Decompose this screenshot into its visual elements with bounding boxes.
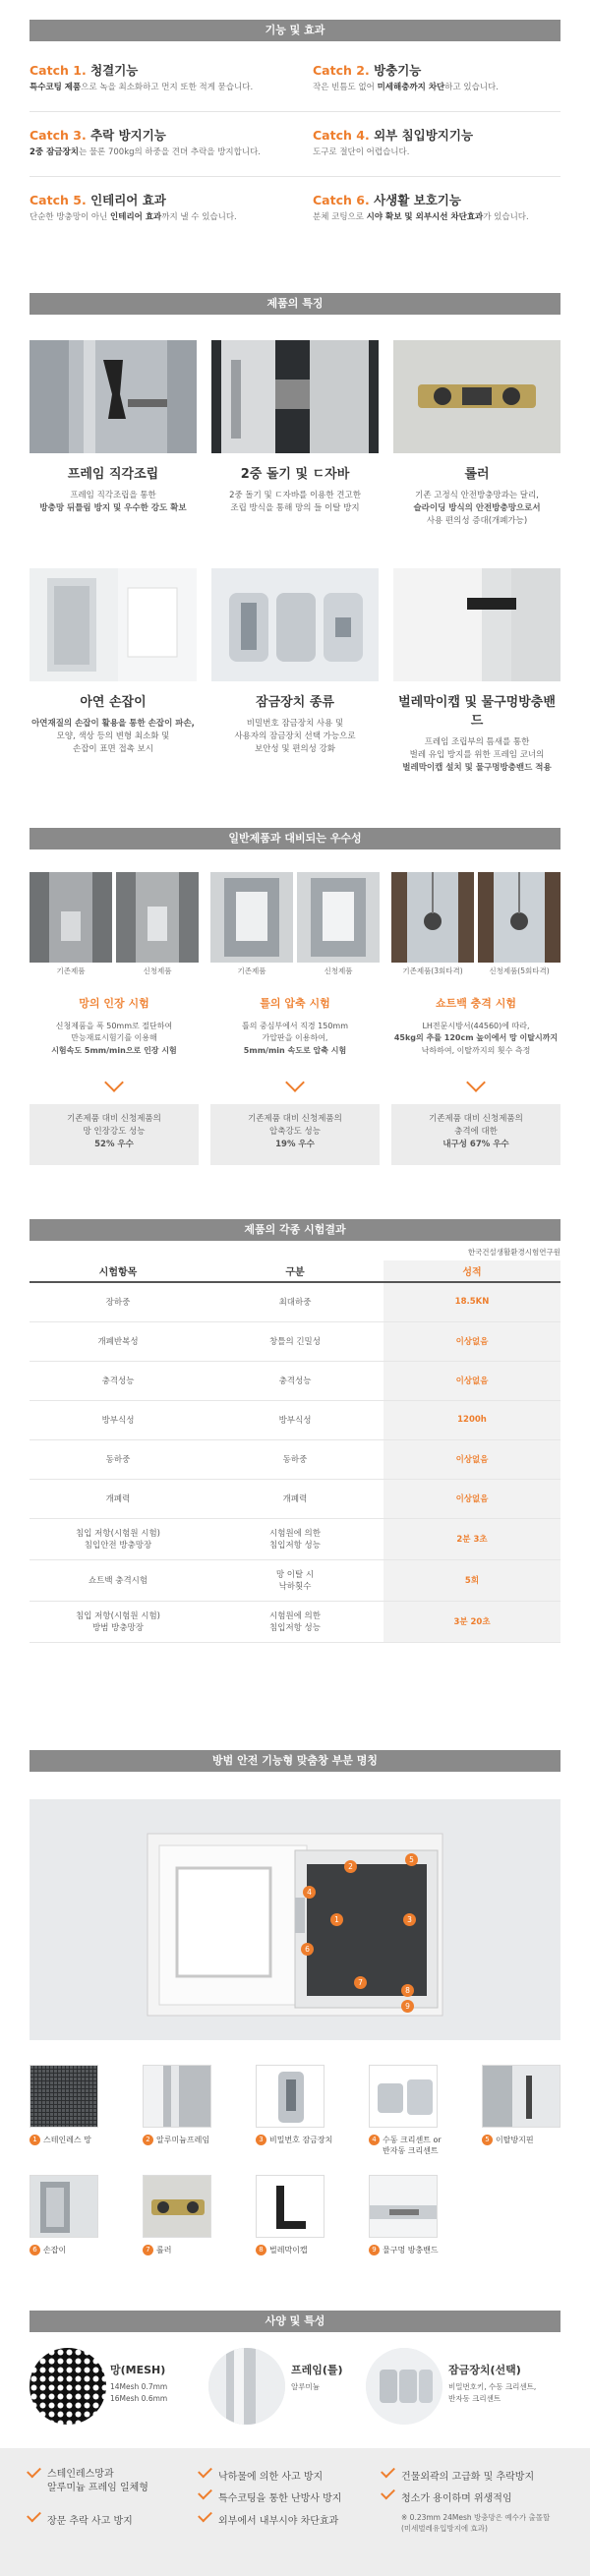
- table-row: [30, 1559, 560, 1601]
- existing-shock-photo: [391, 872, 474, 963]
- table-row: [30, 1361, 560, 1400]
- result-line-2: 압축강도 성능: [269, 1127, 321, 1138]
- part-label-4: [369, 2135, 442, 2156]
- spec-line-2: 16Mesh 0.6mm: [110, 2394, 168, 2403]
- catch-name: 사생활 보호기능: [374, 193, 461, 207]
- catch-label: Catch 3.: [30, 128, 87, 143]
- test-desc-2: 만능재료시험기를 이용해: [71, 1033, 157, 1043]
- feature-frame-assembly: [30, 463, 197, 515]
- cell-score: 5회: [384, 1559, 560, 1601]
- callout-6: 6: [301, 1943, 314, 1956]
- feature-double-protrusion: [211, 463, 379, 515]
- number-badge: 2: [143, 2135, 153, 2145]
- cell-item: 동하중: [30, 1439, 206, 1479]
- feature-title: 벌레막이캡 및 물구멍방충밴드: [398, 695, 556, 729]
- part-label-text: 벌레막이캡: [269, 2246, 308, 2254]
- check-text: 청소가 용이하며 위생적임: [401, 2493, 512, 2504]
- section-title-specs: 사양 및 특성: [30, 2311, 560, 2332]
- part-photo-band: [369, 2175, 438, 2238]
- test-desc: [30, 1021, 199, 1057]
- check-item: [47, 2512, 133, 2527]
- result-line-2: 망 인장강도 성능: [83, 1127, 146, 1138]
- feature-desc-1: 2중 돌기 및 ㄷ자바를 이용한 견고한: [229, 491, 361, 500]
- test-desc: [391, 1021, 560, 1057]
- table-row: [30, 1400, 560, 1439]
- table-row: [30, 1282, 560, 1321]
- section-title-test-results: 제품의 각종 시험결과: [30, 1219, 560, 1241]
- part-photo-pin: [482, 2065, 560, 2128]
- compare-label: 신청제품: [143, 966, 172, 975]
- spec-frame-image: [208, 2348, 285, 2425]
- test-desc-3: 시험속도 5mm/min으로 인장 시험: [51, 1045, 177, 1055]
- feature-title: 잠금장치 종류: [256, 695, 334, 710]
- catch-desc-bold: 2중 잠금장치: [30, 147, 79, 157]
- feature-desc-3: 보안성 및 편의성 강화: [254, 744, 335, 755]
- part-photo-crescent: [369, 2065, 438, 2128]
- spec-line-1: 알루미늄: [291, 2382, 320, 2391]
- cell-item: 개폐력: [30, 1479, 206, 1518]
- feature-desc-1: 프레임 직각조립을 통한: [70, 491, 156, 500]
- cell-score: 2분 3초: [384, 1518, 560, 1559]
- part-label-text: 알루미늄프레임: [156, 2136, 210, 2144]
- part-label-3: [256, 2135, 332, 2145]
- cell-item: 침입 저항(시험원 시험) 방범 방충망장: [30, 1601, 206, 1642]
- existing-frame-photo: [210, 872, 293, 963]
- result-line-3: 52% 우수: [94, 1140, 134, 1150]
- callout-5: 5: [405, 1853, 418, 1866]
- cell-category: 방부식성: [206, 1400, 384, 1439]
- catch-item-6: [313, 191, 568, 224]
- part-label-6: [30, 2245, 66, 2255]
- part-label-text-2: 반자동 크리센트: [383, 2146, 439, 2155]
- catch-item-5: [30, 191, 285, 224]
- catch-desc: 가 있습니다.: [483, 212, 529, 222]
- catch-desc: 하고 있습니다.: [444, 83, 499, 92]
- feature-roller: [393, 463, 560, 529]
- cell-item: 장하중: [30, 1282, 206, 1321]
- number-badge: 3: [256, 2135, 266, 2145]
- number-badge: 1: [30, 2135, 40, 2145]
- feature-title: 프레임 직각조립: [67, 467, 159, 482]
- part-label-7: [143, 2245, 171, 2255]
- cell-score: 이상없음: [384, 1439, 560, 1479]
- part-photo-handle: [30, 2175, 98, 2238]
- part-label-text: 수동 크리센트 or: [383, 2136, 442, 2144]
- footnote-line-2: (미세벌레유입방지에 효과): [401, 2524, 488, 2534]
- callout-1: 1: [330, 1913, 343, 1926]
- roller-photo: [393, 340, 560, 453]
- result-line-1: 기존제품 대비 신청제품의: [429, 1114, 523, 1124]
- check-item: [218, 2468, 323, 2483]
- check-text: 낙하물에 의한 사고 방지: [218, 2472, 324, 2483]
- test-title: 쇼트백 충격 시험: [435, 997, 517, 1010]
- check-item: [218, 2512, 338, 2527]
- cell-category: 시험원에 의한 침입저항 성능: [206, 1601, 384, 1642]
- test-desc-1: LH전문시방서(44560)에 따라,: [422, 1022, 530, 1030]
- cell-category: 개폐력: [206, 1479, 384, 1518]
- table-header: 성적: [384, 1260, 560, 1282]
- cell-score: 3분 20초: [384, 1601, 560, 1642]
- applied-frame-photo: [297, 872, 380, 963]
- compare-label: 신청제품(5회타격): [489, 966, 550, 975]
- part-photo-frame: [143, 2065, 211, 2128]
- check-text: 장문 추락 사고 방지: [47, 2516, 133, 2527]
- table-header: 시험항목: [30, 1260, 206, 1282]
- chevron-down-icon: [104, 1073, 124, 1092]
- window-diagram: [30, 1799, 560, 2040]
- test-result-box: [210, 1104, 380, 1165]
- test-desc-2: 가압판을 이용하여,: [262, 1033, 328, 1043]
- spec-mesh-image: [30, 2348, 106, 2425]
- part-photo-password-lock: [256, 2065, 324, 2128]
- table-row: [30, 1479, 560, 1518]
- catch-desc-bold: 시야 확보 및 외부시선 차단효과: [366, 212, 484, 222]
- part-label-text: 물구멍 방충밴드: [383, 2246, 439, 2254]
- catch-desc: 까지 낼 수 있습니다.: [161, 212, 237, 222]
- part-label-text: 스테인레스 망: [43, 2136, 91, 2144]
- spec-lock: [448, 2362, 536, 2405]
- cell-score: 이상없음: [384, 1321, 560, 1361]
- test-desc-3: 5mm/min 속도로 압축 시험: [243, 1045, 347, 1055]
- feature-desc-1: 기존 고정식 안전방충망과는 달리,: [415, 491, 539, 500]
- check-item: [401, 2468, 534, 2483]
- spec-line-1: 비밀번호키, 수동 크리센트,: [448, 2382, 537, 2391]
- callout-8: 8: [401, 1984, 414, 1997]
- catch-item-2: [313, 61, 568, 94]
- test-desc-2: 45kg의 추를 120cm 높이에서 망 이탈시까지: [393, 1033, 559, 1043]
- catch-desc-pre: 작은 빈틈도 없어: [313, 83, 378, 92]
- feature-desc-2: 모양, 색상 등의 변형 최소화 및: [56, 732, 170, 742]
- part-label-2: [143, 2135, 209, 2145]
- cell-score: 1200h: [384, 1400, 560, 1439]
- result-line-3: 19% 우수: [275, 1140, 315, 1150]
- table-row: [30, 1439, 560, 1479]
- frame-assembly-photo: [30, 340, 197, 453]
- part-label-text: 이탈방지핀: [496, 2136, 534, 2144]
- callout-2: 2: [344, 1860, 357, 1873]
- test-title: 망의 인장 시험: [79, 997, 149, 1010]
- cell-category: 충격성능: [206, 1361, 384, 1400]
- compare-label: 기존제품(3회타격): [402, 966, 463, 975]
- catch-label: Catch 5.: [30, 193, 87, 207]
- feature-desc-3: 사용 편의성 증대(개폐가능): [426, 516, 528, 527]
- applied-shock-photo: [478, 872, 560, 963]
- catch-name: 추락 방지기능: [90, 128, 166, 143]
- result-line-2: 충격에 대한: [454, 1127, 498, 1138]
- callout-7: 7: [354, 1976, 367, 1989]
- catch-name: 인테리어 효과: [90, 193, 166, 207]
- feature-desc-1: 비밀번호 잠금장치 사용 및: [246, 719, 344, 729]
- part-photo-roller: [143, 2175, 211, 2238]
- spec-title: 잠금장치(선택): [448, 2364, 521, 2376]
- catch-desc-pre: 단순한 방충망이 아닌: [30, 212, 111, 222]
- result-line-1: 기존제품 대비 신청제품의: [67, 1114, 161, 1124]
- check-item: [47, 2468, 148, 2495]
- spec-title: 망(MESH): [110, 2364, 166, 2376]
- catch-desc-pre: 분체 코팅으로: [313, 212, 367, 222]
- cell-item: 개폐반복성: [30, 1321, 206, 1361]
- catch-name: 방충기능: [374, 63, 422, 78]
- cell-score: 이상없음: [384, 1479, 560, 1518]
- check-text: 건물외곽의 고급화 및 추락방지: [401, 2472, 535, 2483]
- cell-item: 충격성능: [30, 1361, 206, 1400]
- catch-item-1: [30, 61, 285, 94]
- check-text: 특수코팅을 통한 난방사 방지: [218, 2493, 342, 2504]
- catch-desc: 으로 녹을 최소화하고 먼지 또한 적게 묻습니다.: [81, 83, 254, 92]
- part-label-text: 롤러: [156, 2246, 172, 2254]
- callout-9: 9: [401, 2000, 414, 2013]
- part-label-1: [30, 2135, 91, 2145]
- compare-label: 신청제품: [324, 966, 353, 975]
- spec-title: 프레임(틀): [291, 2364, 343, 2376]
- bug-cap-photo: [393, 568, 560, 681]
- part-label-9: [369, 2245, 439, 2255]
- cell-score: 18.5KN: [384, 1282, 560, 1321]
- catch-label: Catch 6.: [313, 193, 370, 207]
- catch-desc-bold: 인테리어 효과: [110, 212, 162, 222]
- cell-item: 방부식성: [30, 1400, 206, 1439]
- spec-frame: [291, 2362, 343, 2393]
- catch-desc: 는 물론 700kg의 하중을 견뎌 추락을 방지합니다.: [78, 147, 261, 157]
- feature-desc-2: 사용자의 잠금장치 선택 가능으로: [234, 732, 356, 742]
- check-text-2: 알루미늄 프레임 일체형: [47, 2483, 148, 2493]
- cell-item: 쇼트백 충격시험: [30, 1559, 206, 1601]
- callout-4: 4: [303, 1886, 316, 1899]
- feature-desc-3: 벌레막이캡 설치 및 물구멍방충밴드 적용: [402, 763, 552, 774]
- table-row: [30, 1601, 560, 1642]
- feature-bug-cap: [393, 691, 560, 776]
- feature-desc-2: 방충망 뒤틀림 방지 및 우수한 강도 확보: [39, 503, 187, 514]
- table-row: [30, 1518, 560, 1559]
- section-title-part-names: 방범 안전 기능형 맞춤창 부분 명칭: [30, 1750, 560, 1772]
- catch-name: 외부 침입방지기능: [374, 128, 474, 143]
- number-badge: 6: [30, 2245, 40, 2255]
- test-source: 한국건설생활환경시험연구원: [467, 1248, 560, 1257]
- part-label-text: 손잡이: [43, 2246, 67, 2254]
- part-label-8: [256, 2245, 308, 2255]
- test-desc-1: 틀의 중심부에서 직경 150mm: [241, 1022, 349, 1030]
- check-text: 외부에서 내부시야 차단효과: [218, 2516, 339, 2527]
- cell-category: 시험원에 의한 침입저항 성능: [206, 1518, 384, 1559]
- feature-title: 롤러: [464, 467, 490, 482]
- catch-label: Catch 4.: [313, 128, 370, 143]
- number-badge: 8: [256, 2245, 266, 2255]
- feature-lock-types: [211, 691, 379, 757]
- footnote: [401, 2512, 550, 2535]
- cell-item: 침입 저항(시험원 시험) 침입안전 방충망장: [30, 1518, 206, 1559]
- feature-desc-2: 조립 방식을 통해 망의 들 이탈 방지: [230, 503, 360, 514]
- cell-category: 동하중: [206, 1439, 384, 1479]
- table-row: [30, 1321, 560, 1361]
- feature-desc-2: 슬라이딩 방식의 안전방충망으로서: [413, 503, 541, 514]
- table-header: 구분: [206, 1260, 384, 1282]
- test-result-box: [30, 1104, 199, 1165]
- test-result-box: [391, 1104, 560, 1165]
- spec-line-2: 반자동 크리센트: [448, 2394, 502, 2403]
- part-label-5: [482, 2135, 534, 2145]
- check-item: [401, 2489, 512, 2504]
- catch-name: 청결기능: [90, 63, 139, 78]
- section-title-superiority: 일반제품과 대비되는 우수성: [30, 828, 560, 849]
- catch-desc-bold: 미세해충까지 차단: [377, 83, 445, 92]
- footnote-line-1: ※ 0.23mm 24Mesh 방충망은 예수가 출몰할: [401, 2513, 551, 2522]
- double-protrusion-photo: [211, 340, 379, 453]
- callout-3: 3: [403, 1913, 416, 1926]
- catch-item-4: [313, 126, 568, 159]
- cell-category: 창틀의 긴밀성: [206, 1321, 384, 1361]
- result-line-3: 내구성 67% 우수: [442, 1140, 509, 1150]
- compare-label: 기존제품: [56, 966, 86, 975]
- cell-score: 이상없음: [384, 1361, 560, 1400]
- cell-category: 망 이탈 시 낙하횟수: [206, 1559, 384, 1601]
- feature-title: 2중 돌기 및 ㄷ자바: [240, 467, 350, 482]
- test-desc-3: 낙하하여, 이탈까지의 횟수 측정: [421, 1045, 531, 1055]
- spec-line-1: 14Mesh 0.7mm: [110, 2382, 168, 2391]
- part-photo-mesh: [30, 2065, 98, 2128]
- number-badge: 5: [482, 2135, 493, 2145]
- chevron-down-icon: [285, 1073, 305, 1092]
- applied-mesh-photo: [116, 872, 199, 963]
- catch-desc-pre: 도구로 절단이 어렵습니다.: [313, 147, 410, 157]
- chevron-down-icon: [466, 1073, 486, 1092]
- feature-desc-3: 손잡이 표면 접촉 보시: [72, 744, 153, 755]
- check-text: 스테인레스망과: [47, 2469, 114, 2480]
- test-desc-1: 신청제품을 폭 50mm로 절단하여: [55, 1022, 173, 1030]
- catch-label: Catch 1.: [30, 63, 87, 78]
- feature-title: 아연 손잡이: [80, 695, 147, 710]
- compare-label: 기존제품: [237, 966, 266, 975]
- feature-desc-2: 벌레 유입 방지를 위한 프레임 코너의: [409, 750, 545, 761]
- catch-desc-bold: 특수코팅 제품: [30, 83, 82, 92]
- test-title: 틀의 압축 시험: [260, 997, 330, 1010]
- zinc-handle-photo: [30, 568, 197, 681]
- feature-desc-1: 아연재질의 손잡이 활용을 통한 손잡이 파손,: [31, 719, 195, 729]
- part-label-text: 비밀번호 잠금장치: [269, 2136, 333, 2144]
- catch-label: Catch 2.: [313, 63, 370, 78]
- number-badge: 9: [369, 2245, 380, 2255]
- spec-lock-image: [366, 2348, 442, 2425]
- cell-category: 최대하중: [206, 1282, 384, 1321]
- lock-types-photo: [211, 568, 379, 681]
- feature-desc-1: 프레임 조립부의 틈새를 통한: [424, 737, 530, 747]
- section-title-functions: 기능 및 효과: [30, 20, 560, 41]
- section-title-features: 제품의 특징: [30, 293, 560, 315]
- result-line-1: 기존제품 대비 신청제품의: [248, 1114, 342, 1124]
- number-badge: 4: [369, 2135, 380, 2145]
- part-photo-bug-cap: [256, 2175, 324, 2238]
- test-desc: [210, 1021, 380, 1057]
- check-item: [218, 2489, 341, 2504]
- test-results-table: [30, 1260, 560, 1643]
- feature-zinc-handle: [30, 691, 197, 757]
- number-badge: 7: [143, 2245, 153, 2255]
- existing-mesh-photo: [30, 872, 112, 963]
- spec-mesh: [110, 2362, 167, 2405]
- catch-item-3: [30, 126, 285, 159]
